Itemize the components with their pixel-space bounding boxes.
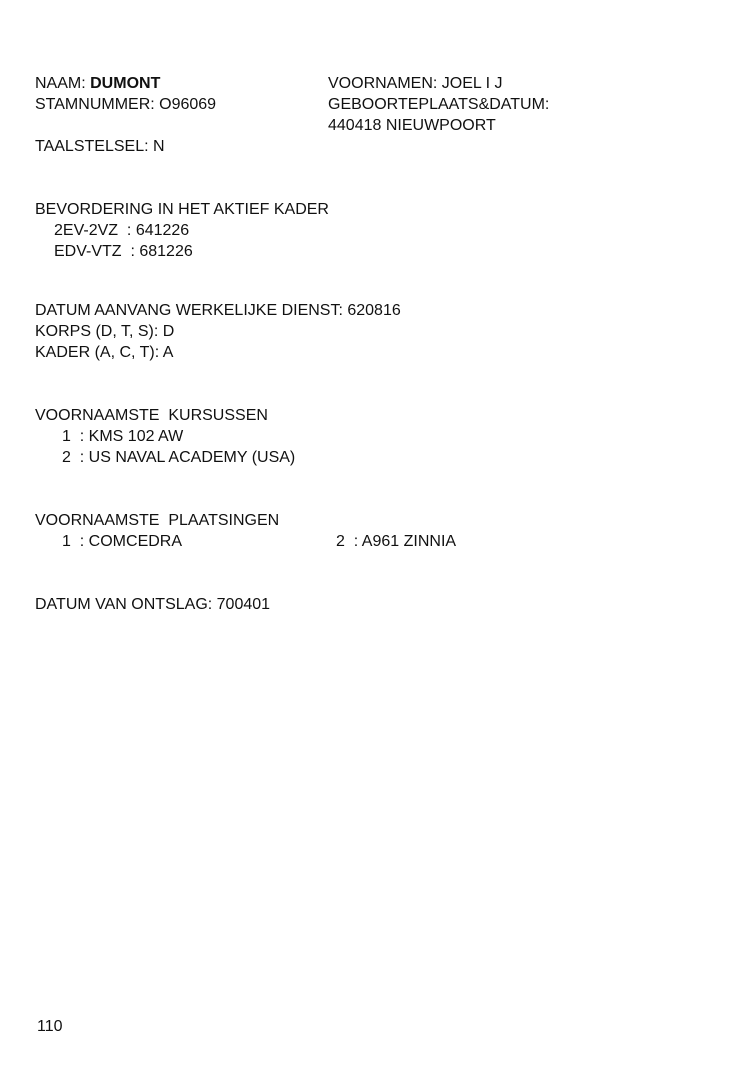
stamnummer-line: STAMNUMMER: O96069: [35, 96, 217, 113]
plaatsing-item-2: 2 : A961 ZINNIA: [336, 533, 457, 550]
geboorte-label: GEBOORTEPLAATS&DATUM:: [328, 96, 550, 113]
bevordering-item: 2EV-2VZ : 641226: [54, 222, 190, 239]
identity-right-block: [328, 73, 549, 136]
plaatsing-item-1: 1 : COMCEDRA: [62, 533, 183, 550]
aanvang-dienst-line: DATUM AANVANG WERKELIJKE DIENST: 620816: [35, 302, 401, 319]
ontslag-line: DATUM VAN ONTSLAG: 700401: [35, 596, 271, 613]
voornamen-line: VOORNAMEN: JOEL I J: [328, 75, 503, 92]
naam-line: [35, 73, 216, 94]
bevordering-section: [35, 199, 329, 262]
dienst-section: [35, 300, 401, 363]
geboorte-value: 440418 NIEUWPOORT: [328, 117, 496, 134]
naam-label: NAAM:: [35, 75, 86, 92]
kader-line: KADER (A, C, T): A: [35, 344, 174, 361]
taalstelsel-line: TAALSTELSEL: N: [35, 138, 165, 155]
bevordering-heading: BEVORDERING IN HET AKTIEF KADER: [35, 201, 329, 218]
plaatsingen-heading: VOORNAAMSTE PLAATSINGEN: [35, 512, 280, 529]
naam-value: DUMONT: [90, 75, 161, 92]
kursus-item: 1 : KMS 102 AW: [62, 428, 184, 445]
korps-line: KORPS (D, T, S): D: [35, 323, 175, 340]
identity-left-block: [35, 73, 216, 115]
kursus-item: 2 : US NAVAL ACADEMY (USA): [62, 449, 296, 466]
kursussen-section: [35, 405, 295, 468]
bevordering-item: EDV-VTZ : 681226: [54, 243, 193, 260]
page-number: 110: [37, 1018, 63, 1035]
kursussen-heading: VOORNAAMSTE KURSUSSEN: [35, 407, 268, 424]
